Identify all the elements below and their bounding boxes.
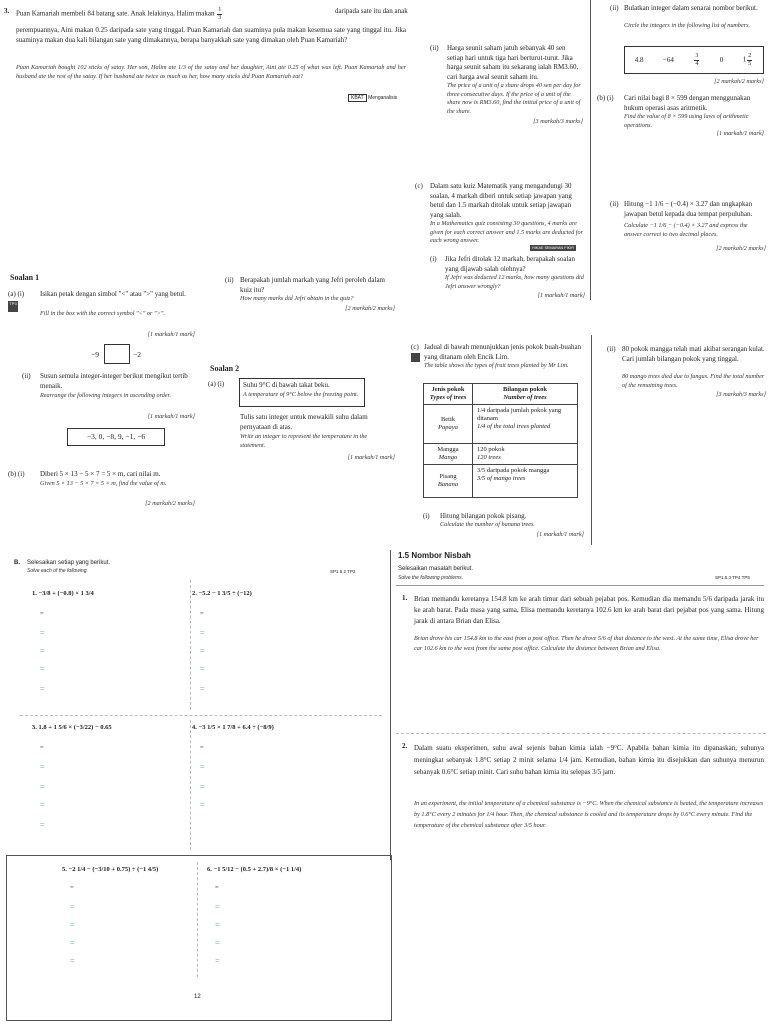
quiz-qi-malay: Jika Jefri ditolak 12 markah, berapakah soalan yang dijawab salah olehnya? [445,255,576,273]
answer-eq[interactable]: = [40,610,44,617]
table-header-type [424,384,473,405]
tree-type-english: Papaya [438,424,458,431]
answer-eq[interactable]: = [215,920,220,929]
nisbah-tags: SP1.5.3 TP4 TP5 [715,575,750,580]
answer-eq[interactable]: = [200,762,205,771]
q3-fraction: $\frac{1}{3}$ [218,7,222,21]
jefri-marks-label: (ii) [225,276,234,284]
answer-eq[interactable]: = [200,684,205,693]
integer-list-box: −3, 0, −8, 9, −1, −6 [67,428,165,446]
header-number-english: Number of trees [503,394,547,401]
soalan2-title: Soalan 2 [210,364,240,373]
temperature-statement-malay: Suhu 9°C di bawah takat beku. [243,381,330,389]
problem-2-malay: Dalam suatu eksperimen, suhu awal sejenis bahan kimia ialah −9°C. Apabila bahan kimia itu dipanaskan, suhunya meningkat sebanyak 1.8°C setiap 2 minit selama 1/4 jam. Kemudian, bahan kimia itu disejukkan dan suhunya menurun sebanyak 0.6°C setiap minit. Cari suhu bahan kimia itu selepas 3/5 jam. [414,744,764,776]
banana-q-english: Calculate the number of banana trees. [440,521,535,528]
exercise-3: 3. 1.8 + 1 5/6 × (−3/22) − 0.65 [32,724,112,731]
compare-left: −9 [91,350,99,359]
quiz-q-label: (c) [415,182,423,190]
tree-type-malay: Mangga [437,446,459,453]
tree-type-malay: Betik [440,416,456,423]
answer-eq[interactable]: = [40,762,45,771]
integers-list [625,47,763,73]
banana-q-malay: Hitung bilangan pokok pisang. [440,512,527,520]
header-type-malay: Jenis pokok [431,386,465,393]
worksheet-right-border [390,550,391,860]
soalan1-b-english: Given 5 × 13 − 5 × 7 = 5 × m, find the value of m. [40,480,167,487]
quiz-qi-english: If Jefri was deducted 12 marks, how many questions did Jefri answer wrongly? [445,274,584,290]
banana-q-label: (i) [423,512,430,520]
tree-type-cell [424,405,473,444]
soalan1-a-label: (a) (i) [8,290,25,298]
answer-eq[interactable]: = [215,884,219,891]
mango-q-marks: [3 markah/3 marks] [716,391,766,398]
soalan1-a-marks: [1 markah/1 mark] [147,331,195,338]
problem-1-number: 1. [402,594,408,602]
soalan1-aii-marks: [1 markah/1 mark] [147,413,195,420]
quiz-qi-marks: [1 markah/1 mark] [537,292,585,299]
worksheet-divider-v1 [190,580,191,710]
tree-count-malay: 3/5 daripada pokok mangga [477,467,550,474]
answer-eq[interactable]: = [200,610,204,617]
soalan1-title: Soalan 1 [10,273,40,282]
soalan1-aii-malay: Susun semula integer-integer berikut mengikut tertib menaik. [40,372,188,390]
soalan1-b-marks: [2 markah/2 marks] [145,500,195,507]
table-header-number [473,384,578,405]
number-item[interactable]: −64 [662,56,674,64]
number-item[interactable]: $\frac{3}{4}$ [695,53,699,67]
tp-icon: TP3 [8,301,18,312]
integers-q-marks: [2 markah/2 marks] [714,78,764,85]
section-b-tags: SP1.5.2 TP3 [330,569,356,574]
tree-count-english: 3/5 of mango trees [477,475,526,482]
law-q-english: Find the value of 8 × 599 using laws of arithmetic operations. [624,113,749,129]
tp-icon [411,353,420,362]
kbat-icon: KBAT [348,94,367,102]
jefri-marks-english: How many marks did Jefri obtain in the quiz? [240,295,354,302]
answer-eq[interactable]: = [70,956,75,965]
worksheet-divider-v2 [190,720,191,850]
table-row [424,465,578,498]
soalan2-english: Write an integer to represent the temperature in the statement. [240,433,368,449]
exercise-1: 1. −3/8 + (−0.8) × 1 3/4 [32,590,94,597]
jefri-marks-marks: [2 markah/2 marks] [345,305,395,312]
table-q-label: (c) [411,343,419,351]
temperature-statement-box [239,378,365,407]
tree-type-english: Mango [438,454,458,461]
q3-malay-part1: Puan Kamariah membeli 84 batang sate. Anak lelakinya, Halim makan [16,9,215,18]
law-q-malay: Cari nilai bagi 8 × 599 dengan menggunakan hukum operasi asas aritmetik. [624,94,751,112]
problem-2-english: In an experiment, the initial temperature of a chemical substance is −9°C. When the chemical substance is heated, the temperature increases by 1.8°C every 2 minutes for 1/4 hour. Then, the chemical substance is cooled and its temperature drops by 0.6°C every minute. Find the temperature of the chemical substance after 3/5 hour. [414,800,764,829]
share-q-malay: Harga seunit saham jatuh sebanyak 40 sen setiap hari untuk tiga hari berturut-turut. Jika harga seunit saham itu sekarang ialah RM3.60, cari harga awal seunit saham itu. [447,44,579,81]
quiz-q-malay: Dalam satu kuiz Matematik yang mengandungi 30 soalan, 4 markah diberi untuk setiap jawapan yang betul dan 1.5 markah ditolak untuk setiap jawapan yang salah. [430,182,572,219]
section-b-label: B. [14,560,20,566]
worksheet-divider-h1 [20,715,382,716]
number-item[interactable]: 1 $\frac{2}{5}$ [742,53,752,67]
worksheet-divider-v3 [197,862,198,977]
problem-1-malay: Brian memandu keretanya 154.8 km ke arah timur dari sebuah pejabat pos. Kemudian dia memandu 5/6 daripada jarak itu ke arah barat. Pada masa yang sama, Elisa memandu keretanya 102.6 km ke arah barat dari pejabat pos yang sama. Hitung jarak di antara Brian dan Elisa. [414,595,764,625]
mid-right-divider [591,335,592,545]
tree-type-cell [424,444,473,465]
compare-answer-box[interactable] [104,344,130,364]
exercise-4: 4. −3 1/5 × 1 7/8 + 6.4 ÷ (−8/9) [192,724,274,731]
tree-count-english: 120 trees [477,454,501,461]
q3-malay-line1 [16,7,260,21]
answer-eq[interactable]: = [215,902,220,911]
answer-eq[interactable]: = [70,902,75,911]
table-q-malay: Jadual di bawah menunjukkan jenis pokok buah-buahan yang ditanam oleh Encik Lim. [424,343,582,361]
section-b-english: Solve each of the following. [27,568,88,574]
mango-q-label: (ii) [607,345,616,353]
integers-list-box [624,46,764,74]
soalan1-aii-label: (ii) [22,372,31,380]
section-b-malay: Selesaikan setiap yang berikut. [27,560,111,566]
page-number: 12 [194,994,201,1000]
q3-malay-text: perempuannya, Aini makan 0.25 daripada sate yang tinggal. Puan Kamariah dan suaminya pula makan kesemua sate yang tinggal itu. Jika suaminya makan dua kali bilangan sate yang dimakannya, berapa banyakkah sate yang dimakan oleh Puan Kamariah? [16,26,406,44]
answer-eq[interactable]: = [40,628,45,637]
soalan1-a-malay: Isikan petak dengan simbol "<" atau ">" yang betul. [40,290,186,298]
tree-count-malay: 120 pokok [477,446,505,453]
answer-eq[interactable]: = [70,938,75,947]
header-number-malay: Bilangan pokok [503,386,547,393]
answer-eq[interactable]: = [40,664,45,673]
tree-type-cell [424,465,473,498]
table-row [424,405,578,444]
calc-q-english: Calculate −1 1/6 − (−0.4) × 3.27 and express the answer correct to two decimal places. [624,222,748,238]
share-q-english: The price of a unit of a share drops 40 sen per day for three consecutive days. If the price of a unit of the share now is RM3.60, find the initial price of a unit of the share. [447,82,581,115]
answer-eq[interactable]: = [200,782,205,791]
answer-eq[interactable]: = [40,744,44,751]
answer-eq[interactable]: = [200,664,205,673]
top-right-divider [590,0,591,300]
integers-q-label: (ii) [610,4,619,12]
integers-q-malay: Bulatkan integer dalam senarai nombor berikut. [624,4,758,12]
answer-eq[interactable]: = [40,646,45,655]
soalan1-b-label: (b) (i) [8,470,25,478]
soalan2-a-label: (a) (i) [208,380,225,388]
answer-eq[interactable]: = [40,800,45,809]
q3-malay-line1b: daripada sate itu dan anak [335,7,408,15]
soalan1-b-malay: Diberi 5 × 13 − 5 × 7 = 5 × m, cari nilai m. [40,470,161,478]
law-q-marks: [1 markah/1 mark] [716,130,764,137]
soalan1-aii-english: Rearrange the following integers in ascending order. [40,392,171,399]
kbat-badge [348,95,397,101]
calc-q-label: (ii) [610,200,619,208]
share-q-label: (ii) [430,44,439,52]
calc-q-marks: [2 markah/2 marks] [716,245,766,252]
answer-eq[interactable]: = [215,956,220,965]
q3-english-text: Puan Kamariah bought 102 sticks of satay. Her son, Halim ate 1/3 of the satay and her daughter, Aini ate 0.25 of what was left. Puan Kamariah and her husband ate the rest of the satay. If her husband ate twice as much as her, how many sticks did Puan Kamariah eat? [16,64,406,80]
answer-eq[interactable]: = [200,628,205,637]
answer-eq[interactable]: = [40,684,45,693]
tree-count-cell [473,444,578,465]
kbat-hikae-tag: HIKAE SEMARAN FIKIR [532,246,574,250]
soalan2-malay: Tulis satu integer untuk mewakili suhu dalam pernyataan di atas. [240,413,368,431]
tree-count-malay: 1/4 daripada jumlah pokok yang ditanam [477,407,562,422]
share-q-marks: [3 markah/3 marks] [533,118,583,125]
problem-divider [396,733,766,734]
exercise-2: 2. −5.2 − 1 3/5 ÷ (−12) [192,590,252,597]
q3-number: 3. [4,7,10,15]
answer-eq[interactable]: = [40,782,45,791]
number-item[interactable]: 0 [719,56,724,64]
answer-eq[interactable]: = [215,938,220,947]
tree-count-cell [473,465,578,498]
tree-count-cell [473,405,578,444]
mango-q-malay: 80 pokok mangga telah mati akibat serangan kulat. Cari jumlah bilangan pokok yang tinggal. [622,345,765,363]
integers-q-english: Circle the integers in the following list of numbers. [624,22,751,29]
table-q-english: The table shows the types of fruit trees planted by Mr Lim. [424,362,569,369]
nisbah-instruction-english: Solve the following problems. [398,575,464,581]
answer-eq[interactable]: = [200,744,204,751]
law-q-label: (b) (i) [597,94,614,102]
mango-q-english: 80 mango trees died due to fungus. Find the total number of the remaining trees. [622,373,765,389]
exercise-5: 5. −2 1/4 − (−3/10 + 0.75) ÷ (−1 4/5) [62,866,159,873]
problem-2-number: 2. [402,742,408,750]
answer-eq[interactable]: = [40,820,45,829]
exercise-6: 6. −1 5/12 − (0.5 + 2.7)/8 × (−1 1/4) [207,866,302,873]
problem-1-english: Brian drove his car 154.8 km to the east from a post office. Then he drove 5/6 of that distance to the west. At the same time, Elisa drove her car 102.6 km to the west from the same post office. Calculate the distance between Brian and Elisa. [414,635,759,652]
quiz-q-english: In a Mathematics quiz consisting 30 questions, 4 marks are given for each correct answer and 1.5 marks are deducted for each wrong answer. [430,220,583,244]
jefri-marks-malay: Berapakah jumlah markah yang Jefri peroleh dalam kuiz itu? [240,276,385,294]
nisbah-instruction-malay: Selesaikan masalah berikut. [398,566,474,572]
tree-type-malay: Pisang [439,473,457,480]
number-item[interactable]: 4.8 [634,56,644,64]
answer-eq[interactable]: = [200,800,205,809]
nisbah-title: 1.5 Nombor Nisbah [398,551,471,560]
tree-type-english: Banana [437,481,459,488]
answer-eq[interactable]: = [200,646,205,655]
fruit-trees-table [423,383,578,498]
nisbah-rule [396,585,764,586]
compare-right: −2 [133,350,141,359]
soalan1-a-english: Fill in the box with the correct symbol "<" or ">". [40,310,165,317]
kbat-label: Menganalisis [368,95,398,101]
table-row [424,444,578,465]
calc-q-malay: Hitung −1 1/6 − (−0.4) × 3.27 dan ungkapkan jawapan betul kepada dua tempat perpuluhan. [624,200,753,218]
tree-count-english: 1/4 of the total trees planted [477,423,551,430]
quiz-qi-label: (i) [430,255,437,263]
answer-eq[interactable]: = [70,884,74,891]
header-type-english: Types of trees [429,394,467,401]
soalan2-marks: [1 markah/1 mark] [347,454,395,461]
table-header-row [424,384,578,405]
temperature-statement-english: A temperature of 9°C below the freezing point. [243,390,359,398]
answer-eq[interactable]: = [70,920,75,929]
banana-q-marks: [1 markah/1 mark] [536,531,584,538]
